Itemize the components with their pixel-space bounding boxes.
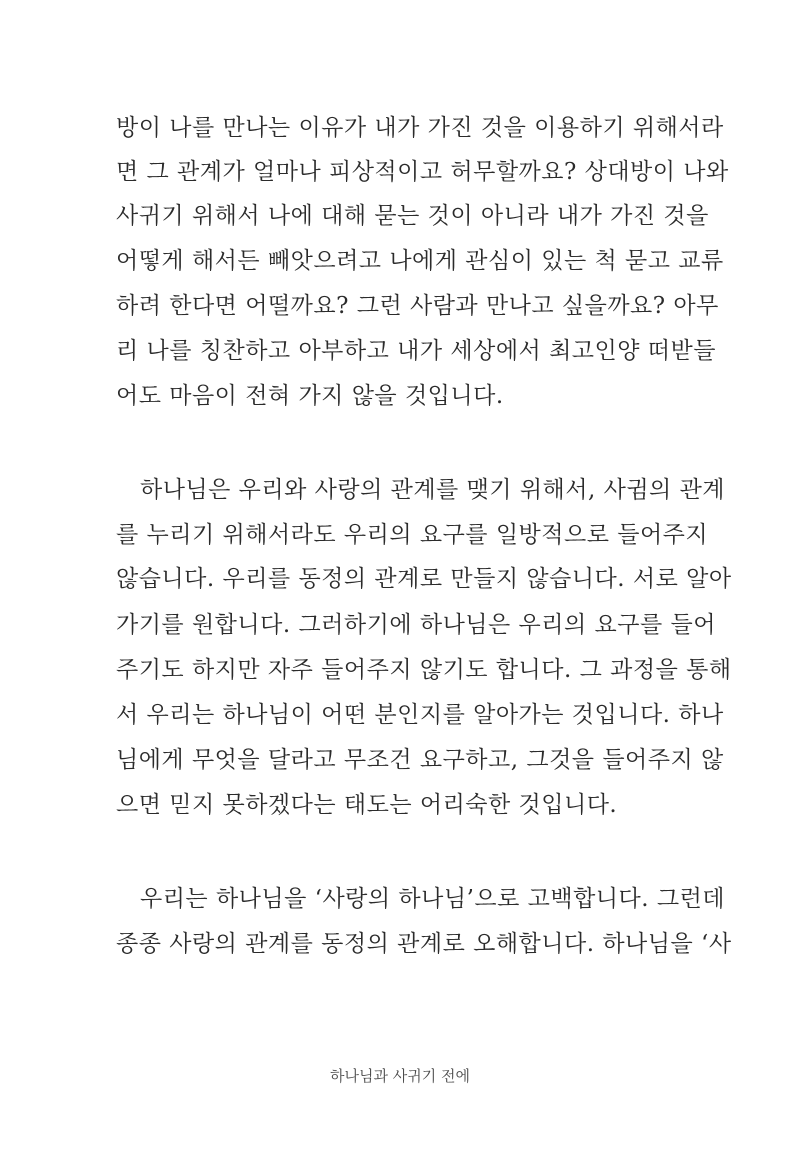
text-line: 종종 사랑의 관계를 동정의 관계로 오해합니다. 하나님을 ‘사 bbox=[116, 931, 732, 957]
text-line: 사귀기 위해서 나에 대해 묻는 것이 아니라 내가 가진 것을 bbox=[116, 203, 709, 229]
text-line: 하려 한다면 어떨까요? 그런 사람과 만나고 싶을까요? 아무 bbox=[116, 293, 719, 319]
text-line: 방이 나를 만나는 이유가 내가 가진 것을 이용하기 위해서라 bbox=[116, 115, 724, 141]
text-line: 를 누리기 위해서라도 우리의 요구를 일방적으로 들어주지 bbox=[116, 522, 709, 548]
text-line: 어떻게 해서든 빼앗으려고 나에게 관심이 있는 척 묻고 교류 bbox=[116, 248, 724, 274]
text-line: 면 그 관계가 얼마나 피상적이고 허무할까요? 상대방이 나와 bbox=[116, 159, 729, 185]
text-line: 않습니다. 우리를 동정의 관계로 만들지 않습니다. 서로 알아 bbox=[116, 566, 732, 592]
running-footer-title: 하나님과 사귀기 전에 bbox=[330, 1067, 470, 1085]
text-line: 서 우리는 하나님이 어떤 분인지를 알아가는 것입니다. 하나 bbox=[116, 702, 724, 728]
text-line: 리 나를 칭찬하고 아부하고 내가 세상에서 최고인양 떠받들 bbox=[116, 338, 716, 364]
text-line: 님에게 무엇을 달라고 무조건 요구하고, 그것을 들어주지 않 bbox=[116, 747, 724, 773]
text-line: 가기를 원합니다. 그러하기에 하나님은 우리의 요구를 들어 bbox=[116, 612, 716, 638]
text-line: 우리는 하나님을 ‘사랑의 하나님’으로 고백합니다. 그런데 bbox=[140, 886, 726, 912]
text-line: 주기도 하지만 자주 들어주지 않기도 합니다. 그 과정을 통해 bbox=[116, 657, 732, 683]
text-line: 으면 믿지 못하겠다는 태도는 어리숙한 것입니다. bbox=[116, 792, 618, 818]
text-line: 어도 마음이 전혀 가지 않을 것입니다. bbox=[116, 383, 504, 409]
text-line: 하나님은 우리와 사랑의 관계를 맺기 위해서, 사귐의 관계 bbox=[140, 477, 726, 503]
